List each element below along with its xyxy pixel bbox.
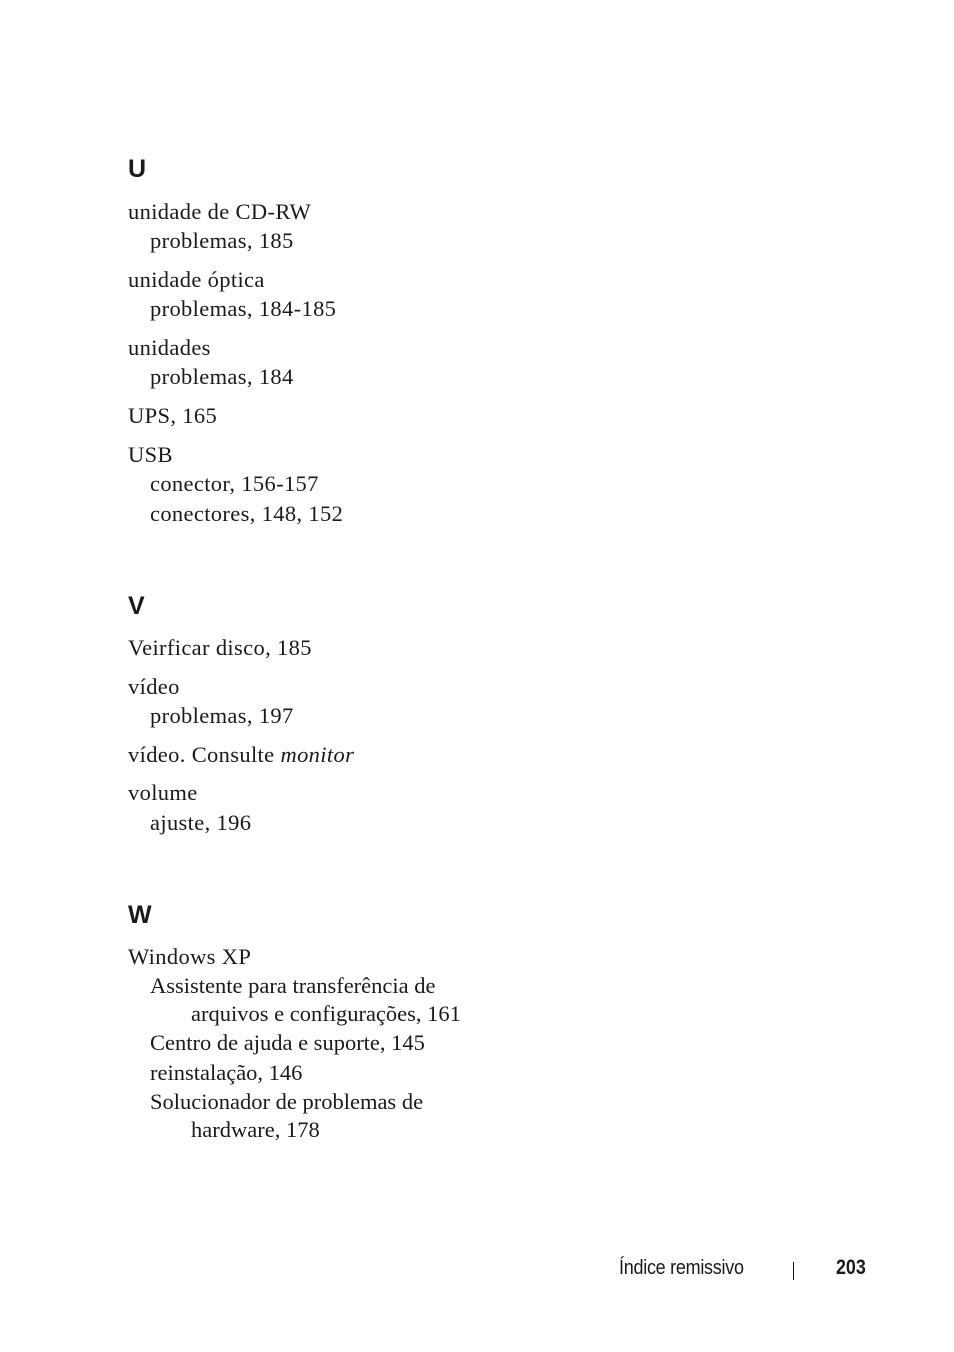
index-subentry: ajuste, 196 xyxy=(150,810,252,835)
index-subentry: Solucionador de problemas de xyxy=(150,1089,424,1114)
index-subentry: problemas, 197 xyxy=(150,703,294,728)
index-entry: Veirficar disco, 185 xyxy=(128,635,312,660)
index-entry-cross-reference xyxy=(128,740,354,770)
section-letter-u: U xyxy=(128,155,147,183)
index-subentry: reinstalação, 146 xyxy=(150,1060,303,1085)
index-subentry-continuation: arquivos e configurações, 161 xyxy=(191,1001,461,1026)
index-subentry: conectores, 148, 152 xyxy=(150,501,344,526)
page-number: 203 xyxy=(836,1256,866,1279)
index-subentry: problemas, 184 xyxy=(150,364,294,389)
section-letter-v: V xyxy=(128,592,145,620)
index-entry: Windows XP xyxy=(128,944,252,969)
index-entry: USB xyxy=(128,442,173,467)
footer-divider xyxy=(793,1262,794,1280)
index-subentry-continuation: hardware, 178 xyxy=(191,1117,320,1142)
index-entry: volume xyxy=(128,780,198,805)
index-subentry: conector, 156-157 xyxy=(150,471,319,496)
footer-section-label: Índice remissivo xyxy=(619,1257,744,1279)
section-letter-w: W xyxy=(128,901,152,929)
index-subentry: Assistente para transferência de xyxy=(150,973,436,998)
index-entry: unidade óptica xyxy=(128,267,265,292)
index-entry: unidade de CD-RW xyxy=(128,199,312,224)
cross-reference-target: monitor xyxy=(280,742,355,767)
index-subentry: Centro de ajuda e suporte, 145 xyxy=(150,1030,425,1055)
index-subentry: problemas, 185 xyxy=(150,228,294,253)
index-entry: vídeo xyxy=(128,674,180,699)
index-entry: unidades xyxy=(128,335,211,360)
index-subentry: problemas, 184-185 xyxy=(150,296,337,321)
cross-reference-text: vídeo. Consulte xyxy=(128,742,281,767)
index-entry: UPS, 165 xyxy=(128,403,218,428)
